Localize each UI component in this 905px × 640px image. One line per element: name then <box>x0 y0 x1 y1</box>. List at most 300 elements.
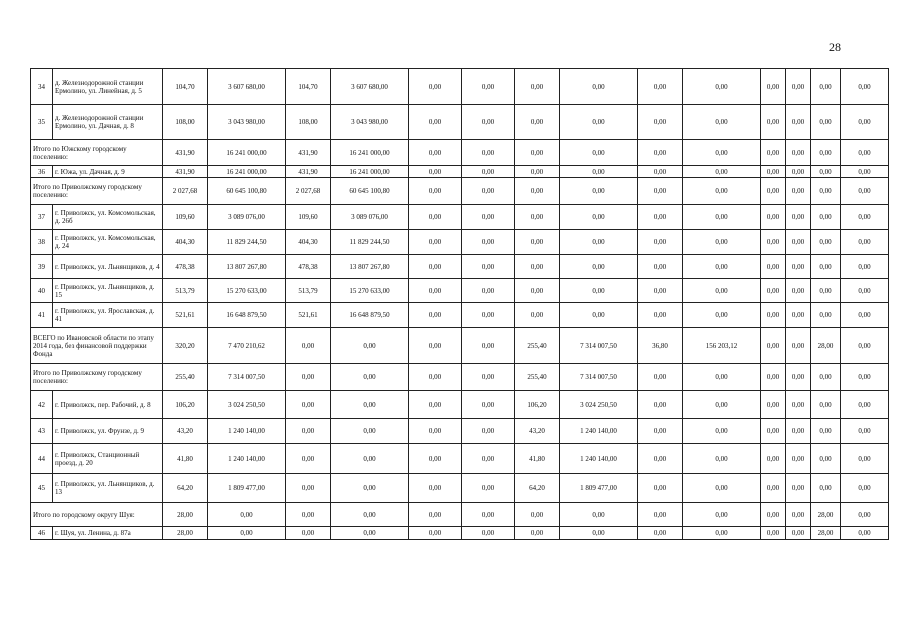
value-cell: 0,00 <box>409 69 462 105</box>
value-cell: 0,00 <box>761 105 786 140</box>
value-cell: 0,00 <box>811 255 841 279</box>
value-cell: 0,00 <box>786 105 811 140</box>
value-cell: 0,00 <box>811 178 841 205</box>
value-cell: 0,00 <box>286 474 331 503</box>
value-cell: 28,00 <box>811 527 841 540</box>
value-cell: 0,00 <box>462 444 515 474</box>
value-cell: 0,00 <box>811 419 841 444</box>
value-cell: 255,40 <box>163 364 208 391</box>
value-cell: 28,00 <box>163 503 208 527</box>
data-table <box>30 68 889 540</box>
value-cell: 404,30 <box>163 230 208 255</box>
value-cell: 431,90 <box>163 166 208 178</box>
value-cell: 0,00 <box>560 178 638 205</box>
value-cell: 0,00 <box>409 178 462 205</box>
table-row <box>31 419 889 444</box>
address-cell: г. Приволжск, пер. Рабочий, д. 8 <box>53 391 163 419</box>
value-cell: 1 240 140,00 <box>208 444 286 474</box>
value-cell: 0,00 <box>515 178 560 205</box>
value-cell: 0,00 <box>409 328 462 364</box>
address-cell: д. Железнодорожной станции Ермолино, ул. Линейная, д. 5 <box>53 69 163 105</box>
value-cell: 0,00 <box>409 230 462 255</box>
value-cell: 0,00 <box>761 474 786 503</box>
row-number: 43 <box>31 419 53 444</box>
value-cell: 16 241 000,00 <box>331 140 409 166</box>
value-cell: 0,00 <box>208 503 286 527</box>
value-cell: 15 270 633,00 <box>208 279 286 303</box>
value-cell: 0,00 <box>638 255 683 279</box>
value-cell: 0,00 <box>560 205 638 230</box>
value-cell: 0,00 <box>515 166 560 178</box>
value-cell: 0,00 <box>409 364 462 391</box>
value-cell: 0,00 <box>761 391 786 419</box>
value-cell: 2 027,68 <box>286 178 331 205</box>
value-cell: 0,00 <box>286 444 331 474</box>
row-number: 38 <box>31 230 53 255</box>
value-cell: 0,00 <box>786 205 811 230</box>
total-label: ВСЕГО по Ивановской области по этапу 2014 года, без финансовой поддержки Фонда <box>31 328 163 364</box>
value-cell: 0,00 <box>811 474 841 503</box>
value-cell: 0,00 <box>462 527 515 540</box>
value-cell: 0,00 <box>331 364 409 391</box>
value-cell: 0,00 <box>761 69 786 105</box>
value-cell: 43,20 <box>515 419 560 444</box>
value-cell: 0,00 <box>841 140 889 166</box>
value-cell: 156 203,12 <box>683 328 761 364</box>
value-cell: 0,00 <box>331 503 409 527</box>
value-cell: 3 607 680,00 <box>208 69 286 105</box>
value-cell: 0,00 <box>811 205 841 230</box>
value-cell: 0,00 <box>331 391 409 419</box>
value-cell: 0,00 <box>638 444 683 474</box>
value-cell: 0,00 <box>811 230 841 255</box>
value-cell: 0,00 <box>761 255 786 279</box>
value-cell: 0,00 <box>683 279 761 303</box>
table-row <box>31 230 889 255</box>
value-cell: 1 240 140,00 <box>560 444 638 474</box>
value-cell: 2 027,68 <box>163 178 208 205</box>
value-cell: 0,00 <box>811 364 841 391</box>
value-cell: 0,00 <box>286 419 331 444</box>
address-cell: г. Шуя, ул. Ленина, д. 87а <box>53 527 163 540</box>
value-cell: 0,00 <box>638 205 683 230</box>
value-cell: 0,00 <box>331 328 409 364</box>
value-cell: 0,00 <box>462 69 515 105</box>
value-cell: 0,00 <box>683 178 761 205</box>
value-cell: 0,00 <box>786 140 811 166</box>
value-cell: 16 241 000,00 <box>208 166 286 178</box>
address-cell: г. Приволжск, ул. Ярославская, д. 41 <box>53 303 163 328</box>
value-cell: 431,90 <box>286 140 331 166</box>
value-cell: 0,00 <box>462 503 515 527</box>
value-cell: 0,00 <box>409 255 462 279</box>
value-cell: 0,00 <box>761 303 786 328</box>
value-cell: 1 240 140,00 <box>208 419 286 444</box>
value-cell: 3 089 076,00 <box>208 205 286 230</box>
table-row <box>31 166 889 178</box>
total-label: Итого по Южскому городскому поселению: <box>31 140 163 166</box>
value-cell: 0,00 <box>786 166 811 178</box>
value-cell: 0,00 <box>683 364 761 391</box>
value-cell: 0,00 <box>462 140 515 166</box>
value-cell: 0,00 <box>638 105 683 140</box>
value-cell: 64,20 <box>515 474 560 503</box>
value-cell: 0,00 <box>560 69 638 105</box>
value-cell: 0,00 <box>841 391 889 419</box>
value-cell: 13 807 267,80 <box>331 255 409 279</box>
table-row <box>31 105 889 140</box>
value-cell: 513,79 <box>286 279 331 303</box>
value-cell: 0,00 <box>409 419 462 444</box>
total-label: Итого по городскому округу Шуя: <box>31 503 163 527</box>
row-number: 44 <box>31 444 53 474</box>
address-cell: г. Приволжск, ул. Льнянщиков, д. 4 <box>53 255 163 279</box>
value-cell: 0,00 <box>841 178 889 205</box>
value-cell: 3 043 980,00 <box>331 105 409 140</box>
value-cell: 0,00 <box>560 166 638 178</box>
value-cell: 16 241 000,00 <box>331 166 409 178</box>
row-number: 39 <box>31 255 53 279</box>
value-cell: 41,80 <box>163 444 208 474</box>
value-cell: 0,00 <box>761 140 786 166</box>
value-cell: 41,80 <box>515 444 560 474</box>
value-cell: 320,20 <box>163 328 208 364</box>
row-number: 34 <box>31 69 53 105</box>
address-cell: д. Железнодорожной станции Ермолино, ул. Дачная, д. 8 <box>53 105 163 140</box>
value-cell: 0,00 <box>683 503 761 527</box>
value-cell: 0,00 <box>683 230 761 255</box>
value-cell: 16 648 879,50 <box>331 303 409 328</box>
value-cell: 0,00 <box>515 527 560 540</box>
value-cell: 3 043 980,00 <box>208 105 286 140</box>
row-number: 35 <box>31 105 53 140</box>
value-cell: 0,00 <box>761 503 786 527</box>
value-cell: 0,00 <box>409 527 462 540</box>
value-cell: 0,00 <box>841 279 889 303</box>
value-cell: 0,00 <box>841 166 889 178</box>
value-cell: 0,00 <box>208 527 286 540</box>
value-cell: 0,00 <box>462 328 515 364</box>
value-cell: 3 024 250,50 <box>560 391 638 419</box>
value-cell: 0,00 <box>331 527 409 540</box>
value-cell: 0,00 <box>560 255 638 279</box>
value-cell: 0,00 <box>841 444 889 474</box>
value-cell: 0,00 <box>841 105 889 140</box>
table-row <box>31 444 889 474</box>
value-cell: 1 809 477,00 <box>208 474 286 503</box>
value-cell: 0,00 <box>409 391 462 419</box>
table-row <box>31 205 889 230</box>
value-cell: 0,00 <box>683 205 761 230</box>
value-cell: 0,00 <box>409 140 462 166</box>
value-cell: 0,00 <box>683 255 761 279</box>
value-cell: 0,00 <box>462 255 515 279</box>
value-cell: 0,00 <box>462 391 515 419</box>
value-cell: 0,00 <box>761 444 786 474</box>
value-cell: 109,60 <box>286 205 331 230</box>
value-cell: 106,20 <box>515 391 560 419</box>
value-cell: 0,00 <box>409 166 462 178</box>
value-cell: 0,00 <box>515 105 560 140</box>
value-cell: 0,00 <box>786 527 811 540</box>
value-cell: 0,00 <box>683 303 761 328</box>
value-cell: 3 024 250,50 <box>208 391 286 419</box>
value-cell: 0,00 <box>811 303 841 328</box>
value-cell: 513,79 <box>163 279 208 303</box>
value-cell: 0,00 <box>811 279 841 303</box>
value-cell: 0,00 <box>409 303 462 328</box>
value-cell: 0,00 <box>841 205 889 230</box>
value-cell: 0,00 <box>841 255 889 279</box>
value-cell: 0,00 <box>761 230 786 255</box>
value-cell: 0,00 <box>409 205 462 230</box>
value-cell: 3 089 076,00 <box>331 205 409 230</box>
value-cell: 0,00 <box>638 419 683 444</box>
value-cell: 64,20 <box>163 474 208 503</box>
address-cell: г. Южа, ул. Дачная, д. 9 <box>53 166 163 178</box>
table-row <box>31 255 889 279</box>
value-cell: 60 645 100,80 <box>208 178 286 205</box>
value-cell: 0,00 <box>786 303 811 328</box>
value-cell: 0,00 <box>409 503 462 527</box>
value-cell: 0,00 <box>560 527 638 540</box>
value-cell: 0,00 <box>638 178 683 205</box>
total-row <box>31 503 889 527</box>
value-cell: 0,00 <box>683 527 761 540</box>
value-cell: 0,00 <box>786 69 811 105</box>
total-row <box>31 140 889 166</box>
address-cell: г. Приволжск, ул. Комсомольская, д. 26б <box>53 205 163 230</box>
value-cell: 0,00 <box>286 503 331 527</box>
address-cell: г. Приволжск, ул. Льнянщиков, д. 13 <box>53 474 163 503</box>
value-cell: 0,00 <box>811 140 841 166</box>
value-cell: 0,00 <box>515 230 560 255</box>
value-cell: 255,40 <box>515 328 560 364</box>
value-cell: 1 809 477,00 <box>560 474 638 503</box>
value-cell: 0,00 <box>409 279 462 303</box>
row-number: 42 <box>31 391 53 419</box>
value-cell: 0,00 <box>786 503 811 527</box>
value-cell: 0,00 <box>683 69 761 105</box>
value-cell: 0,00 <box>786 328 811 364</box>
value-cell: 0,00 <box>462 205 515 230</box>
value-cell: 0,00 <box>638 140 683 166</box>
value-cell: 0,00 <box>786 178 811 205</box>
value-cell: 0,00 <box>786 391 811 419</box>
value-cell: 0,00 <box>638 503 683 527</box>
total-label: Итого по Приволжскому городскому поселению: <box>31 178 163 205</box>
value-cell: 0,00 <box>638 303 683 328</box>
value-cell: 43,20 <box>163 419 208 444</box>
value-cell: 0,00 <box>331 474 409 503</box>
value-cell: 0,00 <box>841 230 889 255</box>
value-cell: 0,00 <box>462 419 515 444</box>
value-cell: 7 314 007,50 <box>208 364 286 391</box>
value-cell: 0,00 <box>462 166 515 178</box>
table-row <box>31 474 889 503</box>
value-cell: 0,00 <box>560 230 638 255</box>
value-cell: 15 270 633,00 <box>331 279 409 303</box>
total-row <box>31 178 889 205</box>
value-cell: 478,38 <box>163 255 208 279</box>
value-cell: 7 314 007,50 <box>560 364 638 391</box>
value-cell: 0,00 <box>761 328 786 364</box>
value-cell: 0,00 <box>811 444 841 474</box>
total-row <box>31 364 889 391</box>
value-cell: 28,00 <box>811 328 841 364</box>
value-cell: 0,00 <box>683 419 761 444</box>
value-cell: 0,00 <box>683 474 761 503</box>
value-cell: 0,00 <box>683 140 761 166</box>
value-cell: 0,00 <box>515 140 560 166</box>
value-cell: 0,00 <box>515 255 560 279</box>
value-cell: 104,70 <box>163 69 208 105</box>
value-cell: 0,00 <box>462 279 515 303</box>
value-cell: 0,00 <box>761 419 786 444</box>
value-cell: 0,00 <box>811 166 841 178</box>
value-cell: 0,00 <box>761 178 786 205</box>
value-cell: 0,00 <box>638 166 683 178</box>
address-cell: г. Приволжск, ул. Комсомольская, д. 24 <box>53 230 163 255</box>
total-label: Итого по Приволжскому городскому поселению: <box>31 364 163 391</box>
value-cell: 0,00 <box>761 205 786 230</box>
value-cell: 0,00 <box>560 279 638 303</box>
value-cell: 0,00 <box>286 527 331 540</box>
value-cell: 60 645 100,80 <box>331 178 409 205</box>
value-cell: 106,20 <box>163 391 208 419</box>
value-cell: 16 241 000,00 <box>208 140 286 166</box>
value-cell: 0,00 <box>515 503 560 527</box>
value-cell: 0,00 <box>841 503 889 527</box>
value-cell: 0,00 <box>560 303 638 328</box>
value-cell: 7 314 007,50 <box>560 328 638 364</box>
value-cell: 0,00 <box>409 444 462 474</box>
value-cell: 0,00 <box>683 166 761 178</box>
value-cell: 0,00 <box>683 105 761 140</box>
value-cell: 0,00 <box>683 444 761 474</box>
value-cell: 16 648 879,50 <box>208 303 286 328</box>
value-cell: 255,40 <box>515 364 560 391</box>
value-cell: 0,00 <box>786 279 811 303</box>
table-row <box>31 303 889 328</box>
value-cell: 0,00 <box>761 527 786 540</box>
value-cell: 0,00 <box>331 419 409 444</box>
value-cell: 0,00 <box>462 230 515 255</box>
value-cell: 0,00 <box>786 474 811 503</box>
value-cell: 0,00 <box>515 69 560 105</box>
row-number: 41 <box>31 303 53 328</box>
row-number: 46 <box>31 527 53 540</box>
value-cell: 0,00 <box>515 279 560 303</box>
value-cell: 431,90 <box>286 166 331 178</box>
value-cell: 11 829 244,50 <box>208 230 286 255</box>
value-cell: 0,00 <box>761 279 786 303</box>
value-cell: 0,00 <box>638 279 683 303</box>
total-row <box>31 328 889 364</box>
value-cell: 0,00 <box>638 69 683 105</box>
value-cell: 0,00 <box>638 364 683 391</box>
page-number: 28 <box>829 40 841 54</box>
value-cell: 0,00 <box>560 140 638 166</box>
address-cell: г. Приволжск, ул. Фрунзе, д. 9 <box>53 419 163 444</box>
value-cell: 0,00 <box>841 303 889 328</box>
value-cell: 0,00 <box>638 230 683 255</box>
value-cell: 0,00 <box>786 364 811 391</box>
value-cell: 0,00 <box>841 419 889 444</box>
value-cell: 0,00 <box>560 105 638 140</box>
value-cell: 0,00 <box>786 444 811 474</box>
value-cell: 0,00 <box>560 503 638 527</box>
value-cell: 0,00 <box>811 391 841 419</box>
table-row <box>31 69 889 105</box>
value-cell: 0,00 <box>286 364 331 391</box>
value-cell: 0,00 <box>286 391 331 419</box>
value-cell: 7 470 210,62 <box>208 328 286 364</box>
row-number: 45 <box>31 474 53 503</box>
value-cell: 0,00 <box>761 166 786 178</box>
table-row <box>31 527 889 540</box>
value-cell: 0,00 <box>638 391 683 419</box>
address-cell: г. Приволжск, ул. Льнянщиков, д. 15 <box>53 279 163 303</box>
value-cell: 0,00 <box>462 364 515 391</box>
value-cell: 0,00 <box>462 474 515 503</box>
value-cell: 0,00 <box>286 328 331 364</box>
value-cell: 109,60 <box>163 205 208 230</box>
value-cell: 0,00 <box>638 527 683 540</box>
row-number: 36 <box>31 166 53 178</box>
value-cell: 0,00 <box>786 419 811 444</box>
value-cell: 13 807 267,80 <box>208 255 286 279</box>
value-cell: 36,80 <box>638 328 683 364</box>
value-cell: 0,00 <box>841 328 889 364</box>
value-cell: 0,00 <box>841 364 889 391</box>
table-row <box>31 391 889 419</box>
value-cell: 1 240 140,00 <box>560 419 638 444</box>
value-cell: 521,61 <box>286 303 331 328</box>
row-number: 37 <box>31 205 53 230</box>
table-body <box>31 69 889 540</box>
value-cell: 0,00 <box>638 474 683 503</box>
value-cell: 431,90 <box>163 140 208 166</box>
value-cell: 104,70 <box>286 69 331 105</box>
value-cell: 108,00 <box>286 105 331 140</box>
value-cell: 0,00 <box>462 178 515 205</box>
value-cell: 0,00 <box>761 364 786 391</box>
value-cell: 11 829 244,50 <box>331 230 409 255</box>
value-cell: 0,00 <box>331 444 409 474</box>
value-cell: 0,00 <box>409 105 462 140</box>
value-cell: 0,00 <box>811 105 841 140</box>
value-cell: 0,00 <box>462 105 515 140</box>
value-cell: 0,00 <box>409 474 462 503</box>
value-cell: 0,00 <box>786 230 811 255</box>
value-cell: 0,00 <box>841 474 889 503</box>
table-row <box>31 279 889 303</box>
value-cell: 28,00 <box>163 527 208 540</box>
value-cell: 0,00 <box>683 391 761 419</box>
value-cell: 404,30 <box>286 230 331 255</box>
value-cell: 0,00 <box>515 303 560 328</box>
value-cell: 28,00 <box>811 503 841 527</box>
value-cell: 0,00 <box>841 527 889 540</box>
value-cell: 0,00 <box>786 255 811 279</box>
value-cell: 108,00 <box>163 105 208 140</box>
row-number: 40 <box>31 279 53 303</box>
value-cell: 0,00 <box>515 205 560 230</box>
value-cell: 0,00 <box>811 69 841 105</box>
value-cell: 3 607 680,00 <box>331 69 409 105</box>
value-cell: 0,00 <box>841 69 889 105</box>
